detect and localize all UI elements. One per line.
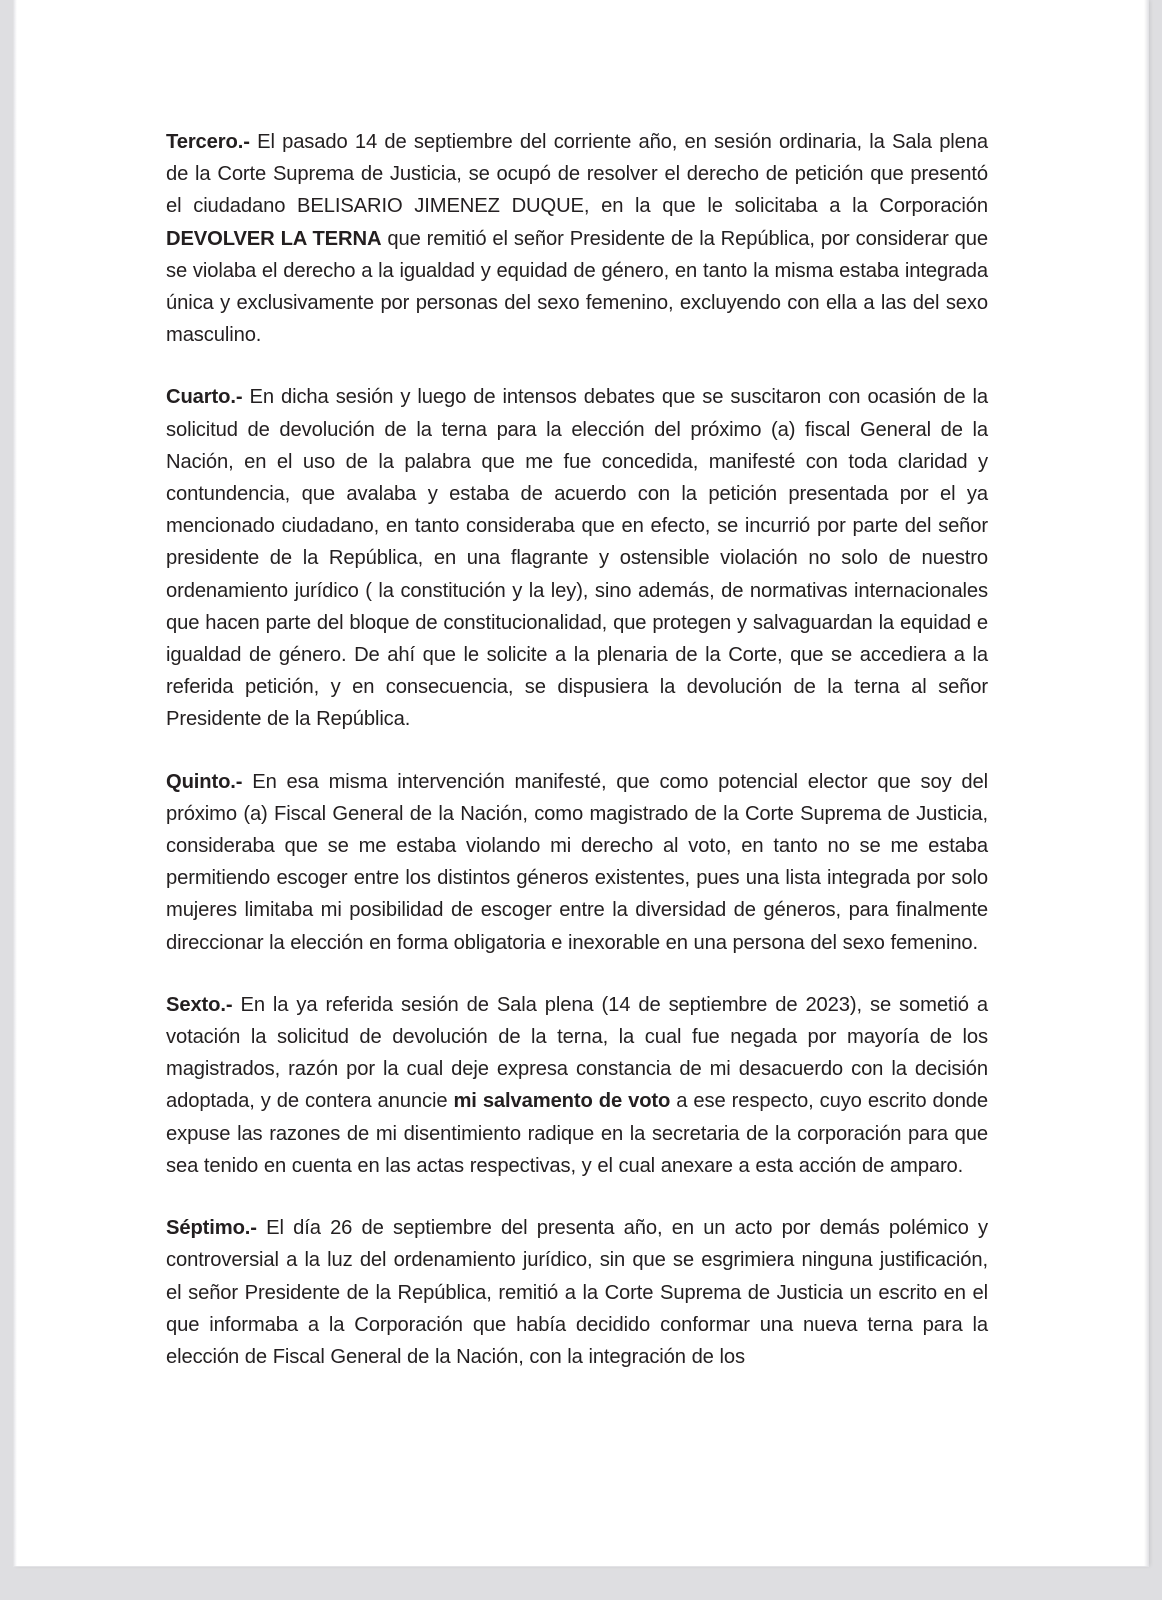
paragraph-text-sexto-part2: a ese respecto, cuyo escrito donde expuse las razones de mi disentimiento radique en la secretaria de la corporación para que sea tenido en cuenta en las actas respectivas, y el cual anexare a esta acción de amparo. — [166, 1090, 989, 1177]
paragraph-lead-sexto: Sexto.- — [166, 993, 233, 1016]
paragraph-text-tercero-part2: que remitió el señor Presidente de la República, por considerar que se violaba el derecho a la igualdad y equidad de género, en tanto la misma estaba integrada única y exclusivamente por personas del sexo femenino, excluyendo con ella a las del sexo masculino. — [166, 227, 988, 347]
paragraph-text-quinto-part1: En esa misma intervención manifesté, que como potencial elector que soy del próximo (a) Fiscal General de la Nación, como magistrado de la Corte Suprema de Justicia, consideraba que se me estaba violando mi derecho al voto, en tanto no se me estaba permitiendo escoger entre los distintos géneros existentes, pues una lista integrada por solo mujeres limitaba mi posibilidad de escoger entre la diversidad de géneros, para finalmente direccionar la elección en forma obligatoria e inexorable en una persona del sexo femenino. — [166, 770, 988, 954]
paragraph-tercero — [166, 126, 988, 351]
paragraph-lead-septimo: Séptimo.- — [166, 1217, 257, 1240]
paragraph-text-sexto-part1: En la ya referida sesión de Sala plena (14 de septiembre de 2023), se sometió a votación la solicitud de devolución de la terna, la cual fue negada por mayoría de los magistrados, razón por la cual deje expresa constancia de mi desacuerdo con la decisión adoptada, y de contera anuncie — [166, 993, 988, 1113]
paragraph-quinto — [166, 766, 988, 959]
paragraph-lead-cuarto: Cuarto.- — [166, 386, 243, 409]
paragraph-emphasis-salvamento-de-voto: mi salvamento de voto — [453, 1090, 671, 1113]
paragraph-septimo — [166, 1212, 988, 1373]
document-text-column — [166, 126, 988, 1373]
paragraph-text-tercero-part1: El pasado 14 de septiembre del corriente año, en sesión ordinaria, la Sala plena de la Corte Suprema de Justicia, se ocupó de resolver el derecho de petición que presentó el ciudadano BELISARIO JIMENEZ DUQUE, en la que le solicitaba a la Corporación — [166, 131, 988, 218]
paragraph-emphasis-devolver-la-terna: DEVOLVER LA TERNA — [166, 227, 382, 250]
paragraph-text-septimo-part1: El día 26 de septiembre del presenta año, en un acto por demás polémico y controversial a la luz del ordenamiento jurídico, sin que se esgrimiera ninguna justificación, el señor Presidente de la República, remitió a la Corte Suprema de Justicia un escrito en el que informaba a la Corporación que había decidido conformar una nueva terna para la elección de Fiscal General de la Nación, con la integración de los — [166, 1217, 988, 1368]
paragraph-sexto — [166, 989, 988, 1182]
paragraph-text-cuarto-part1: En dicha sesión y luego de intensos debates que se suscitaron con ocasión de la solicitud de devolución de la terna para la elección del próximo (a) fiscal General de la Nación, en el uso de la palabra que me fue concedida, manifesté con toda claridad y contundencia, que avalaba y estaba de acuerdo con la petición presentada por el ya mencionado ciudadano, en tanto consideraba que en efecto, se incurrió por parte del señor presidente de la República, en una flagrante y ostensible violación no solo de nuestro ordenamiento jurídico ( la constitución y la ley), sino además, de normativas internacionales que hacen parte del bloque de constitucionalidad, que protegen y salvaguardan la equidad e igualdad de género. De ahí que le solicite a la plenaria de la Corte, que se accediera a la referida petición, y en consecuencia, se dispusiera la devolución de la terna al señor Presidente de la República. — [166, 386, 988, 731]
paragraph-lead-quinto: Quinto.- — [166, 770, 243, 793]
paragraph-cuarto — [166, 381, 988, 735]
paragraph-lead-tercero: Tercero.- — [166, 131, 250, 153]
document-page — [14, 0, 1148, 1566]
